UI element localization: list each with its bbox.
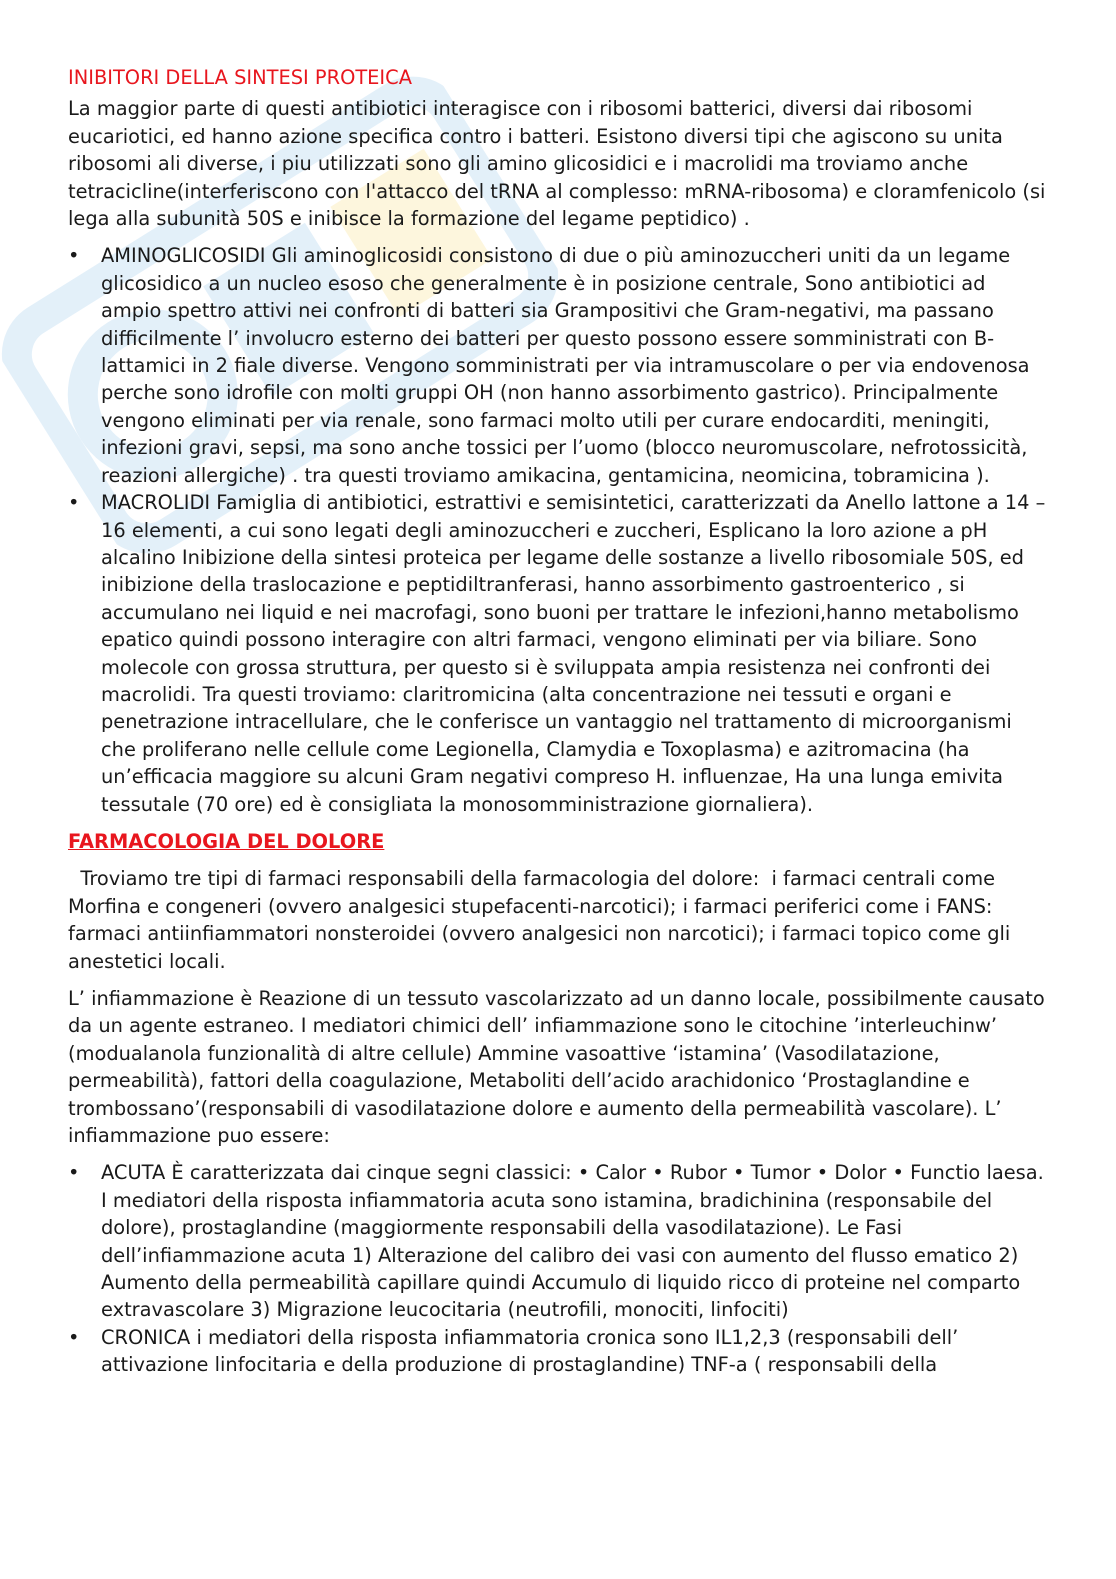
bullet-marker: • (68, 244, 80, 268)
pain-paragraph-1: Troviamo tre tipi di farmaci responsabili della farmacologia del dolore: i farmaci centrali come Morfina e congeneri (ovvero analgesici stupefacenti-narcotici); i farmaci periferici come i FANS: farmaci antiinfiammatori nonsteroidei (ovvero analgesici non narcotici); i farmaci topico come gli anestetici locali. (68, 867, 1017, 973)
list-item-text: ACUTA È caratterizzata dai cinque segni classici: • Calor • Rubor • Tumor • Dolor • Functio laesa. I mediatori della risposta infiammatoria acuta sono istamina, bradichinina (responsabile del dolore), prostaglandine (maggiormente responsabili della vasodilatazione). Le Fasi dell’infiammazione acuta 1) Alterazione del calibro dei vasi con aumento del flusso ematico 2) Aumento della permeabilità capillare quindi Accumulo di liquido ricco di proteine nel comparto extravascolare 3) Migrazione leucocitaria (neutrofili, monociti, linfociti) (101, 1161, 1044, 1322)
bullet-marker: • (68, 1161, 80, 1185)
bullet-marker: • (68, 491, 80, 515)
list-item-text: AMINOGLICOSIDI Gli aminoglicosidi consistono di due o più aminozuccheri uniti da un legame glicosidico a un nucleo esoso che generalmente è in posizione centrale, Sono antibiotici ad ampio spettro attivi nei confronti di batteri sia Grampositivi che Gram-negativi, ma passano difficilmente l’ involucro esterno dei batteri per questo possono essere somministrati con B-lattamici in 2 fiale diverse. Vengono somministrati per via intramuscolare o per via endovenosa perche sono idrofile con molti gruppi OH (non hanno assorbimento gastrico). Principalmente vengono eliminati per via renale, sono farmaci molto utili per curare endocarditi, meningiti, infezioni gravi, sepsi, ma sono anche tossici per l’uomo (blocco neuromuscolare, nefrotossicità, reazioni allergiche) . tra questi troviamo amikacina, gentamicina, neomicina, tobramicina ). (101, 244, 1030, 487)
list-item-aminoglicosidi (68, 242, 1048, 489)
section-title-pain-pharmacology: FARMACOLOGIA DEL DOLORE (68, 829, 385, 853)
list-item-acuta (68, 1159, 1048, 1323)
intro-paragraph: La maggior parte di questi antibiotici interagisce con i ribosomi batterici, diversi dai ribosomi eucariotici, ed hanno azione specifica contro i batteri. Esistono diversi tipi che agiscono su unita ribosomi ali diverse, i piu utilizzati sono gli amino glicosidici e i macrolidi ma troviamo anche tetracicline(interferiscono con l'attacco del tRNA al complesso: mRNA-ribosoma) e cloramfenicolo (si lega alla subunità 50S e inibisce la formazione del legame peptidico) . (68, 97, 1046, 231)
document-page (68, 64, 1048, 1389)
list-item-text: MACROLIDI Famiglia di antibiotici, estrattivi e semisintetici, caratterizzati da Anello lattone a 14 – 16 elementi, a cui sono legati degli aminozuccheri e zuccheri, Esplicano la loro azione a pH alcalino Inibizione della sintesi proteica per legame delle sostanze a livello ribosomiale 50S, ed inibizione della traslocazione e peptidiltranferasi, hanno assorbimento gastroenterico , si accumulano nei liquid e nei macrofagi, sono buoni per trattare le infezioni,hanno metabolismo epatico quindi possono interagire con altri farmaci, vengono eliminati per via biliare. Sono molecole con grossa struttura, per questo si è sviluppata ampia resistenza nei confronti dei macrolidi. Tra questi troviamo: claritromicina (alta concentrazione nei tessuti e organi e penetrazione intracellulare, che le conferisce un vantaggio nel trattamento di microorganismi che proliferano nelle cellule come Legionella, Clamydia e Toxoplasma) e azitromacina (ha un’efficacia maggiore su alcuni Gram negativi compreso H. influenzae, Ha una lunga emivita tessutale (70 ore) ed è consigliata la monosomministrazione giornaliera). (101, 491, 1046, 816)
bullet-marker: • (68, 1325, 80, 1349)
list-item-cronica (68, 1324, 1048, 1379)
pain-paragraph-2: L’ infiammazione è Reazione di un tessuto vascolarizzato ad un danno locale, possibilmente causato da un agente estraneo. I mediatori chimici dell’ infiammazione sono le citochine ’interleuchinw’ (modualanola funzionalità di altre cellule) Ammine vasoattive ‘istamina’ (Vasodilatazione, permeabilità), fattori della coagulazione, Metaboliti dell’acido arachidonico ‘Prostaglandine e trombossano’(responsabili di vasodilatazione dolore e aumento della permeabilità vascolare). L’ infiammazione puo essere: (68, 987, 1045, 1148)
antibiotic-class-list (68, 242, 1048, 818)
inflammation-type-list (68, 1159, 1048, 1378)
section-title-protein-synthesis: INIBITORI DELLA SINTESI PROTEICA (68, 66, 412, 89)
list-item-macrolidi (68, 489, 1048, 818)
list-item-text: CRONICA i mediatori della risposta infiammatoria cronica sono IL1,2,3 (responsabili dell’ attivazione linfocitaria e della produzione di prostaglandine) TNF-a ( responsabili della (101, 1325, 959, 1377)
